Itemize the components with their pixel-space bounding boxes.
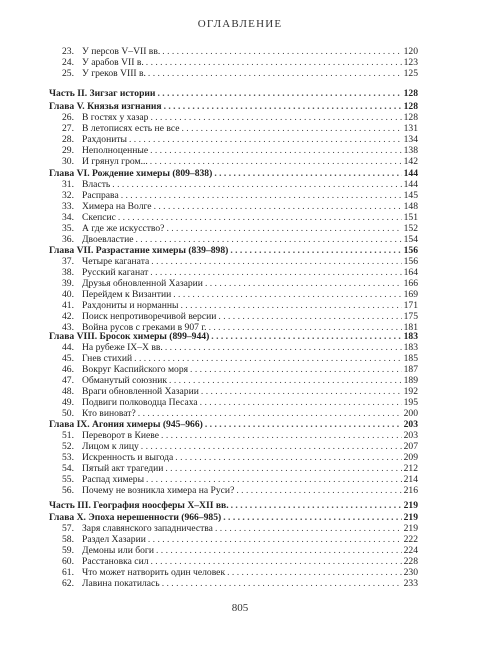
toc-entry-title: Что может натворить один человек (82, 567, 226, 578)
toc-entry (62, 289, 418, 300)
dot-leader (175, 452, 401, 463)
dot-leader (180, 300, 401, 311)
toc-entry-page: 192 (403, 386, 418, 397)
toc-entry-page: 189 (403, 375, 418, 386)
toc-entry-title: Обманутый союзник (82, 375, 168, 386)
toc-entry-number: 40. (62, 289, 74, 300)
dot-leader (201, 386, 402, 397)
toc-entry-number: 32. (62, 190, 74, 201)
toc-entry (62, 523, 418, 534)
toc-entry-title: Глава IX. Агония химеры (945–966) (49, 419, 203, 430)
toc-entry-page: 183 (403, 331, 418, 342)
toc-entry (62, 534, 418, 545)
toc-entry-number: 42. (62, 311, 74, 322)
toc-entry-title: А где же искусство? (82, 223, 165, 234)
toc-entry-page: 128 (403, 88, 418, 99)
toc-entry-number: 41. (62, 300, 74, 311)
toc-entry (62, 441, 418, 452)
dot-leader (118, 212, 402, 223)
toc-entry (62, 463, 418, 474)
dot-leader (215, 523, 402, 534)
toc-chapter-heading (49, 419, 418, 430)
dot-leader (150, 267, 401, 278)
dot-leader (231, 500, 402, 511)
toc-entry (62, 556, 418, 567)
dot-leader (230, 245, 401, 256)
toc-entry-title: Четыре каганата (82, 256, 150, 267)
toc-entry-title: Русский каганат (82, 267, 149, 278)
toc-entry-number: 61. (62, 567, 74, 578)
toc-entry-page: 200 (403, 408, 418, 419)
dot-leader (150, 156, 402, 167)
toc-entry-title: Расправа (82, 190, 119, 201)
page-number: 805 (231, 602, 249, 614)
toc-entry-number: 55. (62, 474, 74, 485)
toc-entry-number: 39. (62, 278, 74, 289)
toc-entry-number: 45. (62, 353, 74, 364)
toc-entry-page: 195 (403, 397, 418, 408)
toc-entry-title: Лавина покатилась (82, 578, 160, 589)
toc-entry (62, 134, 418, 145)
toc-entry-number: 60. (62, 556, 74, 567)
toc-entry-page: 131 (403, 123, 418, 134)
dot-leader (157, 88, 401, 99)
dot-leader (112, 179, 401, 190)
toc-entry-title: Раздел Хазарии (82, 534, 146, 545)
toc-entry-title: Рахдониты (82, 134, 127, 145)
toc-entry (62, 267, 418, 278)
toc-entry-title: Часть III. География ноосферы X–XII вв. (49, 500, 229, 511)
toc-entry-number: 28. (62, 134, 74, 145)
toc-entry-title: Часть II. Зигзаг истории (49, 88, 156, 99)
toc-entry-page: 128 (403, 112, 418, 123)
toc-entry-title: Пятый акт трагедии (82, 463, 164, 474)
toc-entry-page: 125 (403, 68, 418, 79)
toc-entry-page: 209 (403, 452, 418, 463)
dot-leader (162, 46, 401, 57)
toc-entry-number: 24. (62, 57, 74, 68)
dot-leader (138, 408, 402, 419)
toc-entry-number: 59. (62, 545, 74, 556)
toc-entry-page: 214 (403, 474, 418, 485)
toc-entry (62, 485, 418, 496)
toc-entry-title: У греков VIII в. (82, 68, 146, 79)
toc-entry-title: Война русов с греками в 907 г. (82, 322, 207, 333)
toc-entry-page: 144 (403, 179, 418, 190)
toc-entry-title: Двоевластие (82, 234, 134, 245)
toc-entry-title: У арабов VII в. (82, 57, 144, 68)
toc-entry-page: 152 (403, 223, 418, 234)
dot-leader (134, 353, 401, 364)
toc-entry-page: 128 (403, 101, 418, 112)
toc-entry (62, 278, 418, 289)
toc-entry-title: Искренность и выгода (82, 452, 174, 463)
toc-entry-number: 23. (62, 46, 74, 57)
toc-entry-number: 53. (62, 452, 74, 463)
toc-entry-title: Глава VII. Разрастание химеры (839–898) (49, 245, 229, 256)
toc-entry-page: 187 (403, 364, 418, 375)
toc-entry-title: Скепсис (82, 212, 116, 223)
toc-entry-number: 48. (62, 386, 74, 397)
toc-entry (62, 190, 418, 201)
toc-entry (62, 256, 418, 267)
page-header: ОГЛАВЛЕНИЕ (197, 18, 283, 30)
toc-chapter-heading (49, 245, 418, 256)
toc-part-heading (49, 88, 418, 99)
toc-entry-number: 36. (62, 234, 74, 245)
dot-leader (165, 342, 402, 353)
dot-leader (166, 223, 401, 234)
dot-leader (135, 234, 401, 245)
toc-entry-page: 171 (403, 300, 418, 311)
toc-entry-page: 144 (403, 168, 418, 179)
dot-leader (165, 463, 401, 474)
toc-entry-page: 120 (403, 46, 418, 57)
toc-entry-title: Неполноценные (82, 145, 149, 156)
toc-entry-number: 38. (62, 267, 74, 278)
toc-entry-page: 175 (403, 311, 418, 322)
dot-leader (150, 145, 402, 156)
toc-entry-title: Власть (82, 179, 111, 190)
toc-entry-page: 156 (403, 245, 418, 256)
toc-entry-number: 43. (62, 322, 74, 333)
dot-leader (154, 201, 402, 212)
toc-entry-number: 56. (62, 485, 74, 496)
toc-entry (62, 452, 418, 463)
toc-chapter-heading (49, 168, 418, 179)
dot-leader (164, 101, 402, 112)
toc-entry-page: 145 (403, 190, 418, 201)
toc-entry-page: 181 (403, 322, 418, 333)
toc-entry (62, 300, 418, 311)
toc-entry (62, 212, 418, 223)
toc-entry-title: Демоны или боги (82, 545, 154, 556)
toc-entry-number: 46. (62, 364, 74, 375)
toc-entry-title: Лицом к лицу (82, 441, 139, 452)
toc-entry-title: Глава VI. Рождение химеры (809–838) (49, 168, 213, 179)
toc-entry-page: 142 (403, 156, 418, 167)
toc-chapter-heading (49, 512, 418, 523)
toc-entry (62, 123, 418, 134)
toc-entry-title: Почему не возникла химера на Руси? (82, 485, 235, 496)
toc-entry (62, 474, 418, 485)
toc-entry-number: 54. (62, 463, 74, 474)
toc-entry (62, 68, 418, 79)
toc-entry (62, 311, 418, 322)
toc-entry (62, 397, 418, 408)
toc-entry-number: 33. (62, 201, 74, 212)
toc-entry-page: 207 (403, 441, 418, 452)
toc-entry-title: Заря славянского западничества (82, 523, 213, 534)
toc-entry-number: 26. (62, 112, 74, 123)
toc-entry-page: 134 (403, 134, 418, 145)
toc-entry-page: 185 (403, 353, 418, 364)
dot-leader (205, 419, 402, 430)
toc-entry (62, 57, 418, 68)
toc-entry (62, 375, 418, 386)
toc-entry-title: Гнев стихий (82, 353, 133, 364)
dot-leader (205, 278, 402, 289)
toc-entry-title: Вокруг Каспийского моря (82, 364, 189, 375)
toc-entry-page: 166 (403, 278, 418, 289)
toc-entry (62, 46, 418, 57)
toc-entry (62, 179, 418, 190)
toc-entry-title: Враги обновленной Хазарии (82, 386, 199, 397)
toc-entry-number: 34. (62, 212, 74, 223)
dot-leader (214, 168, 401, 179)
toc-chapter-heading (49, 101, 418, 112)
toc-entry-page: 212 (403, 463, 418, 474)
toc-entry-title: Химера на Волге (82, 201, 152, 212)
dot-leader (150, 112, 401, 123)
dot-leader (173, 289, 401, 300)
toc-entry-title: В летописях есть не все (82, 123, 180, 134)
toc-entry (62, 223, 418, 234)
toc-entry-page: 123 (403, 57, 418, 68)
dot-leader (146, 57, 402, 68)
toc-entry-page: 138 (403, 145, 418, 156)
toc-entry (62, 353, 418, 364)
toc-entry-page: 183 (403, 342, 418, 353)
toc-entry-title: На рубеже IX–X вв. (82, 342, 163, 353)
dot-leader (151, 556, 402, 567)
toc-entry-page: 164 (403, 267, 418, 278)
toc-entry-number: 50. (62, 408, 74, 419)
dot-leader (211, 331, 401, 342)
dot-leader (218, 311, 401, 322)
toc-entry-title: В гостях у хазар (82, 112, 149, 123)
toc-entry-page: 219 (403, 523, 418, 534)
dot-leader (148, 68, 402, 79)
toc-entry (62, 201, 418, 212)
toc-entry (62, 567, 418, 578)
toc-entry-number: 58. (62, 534, 74, 545)
dot-leader (200, 397, 402, 408)
toc-entry-title: И грянул гром... (82, 156, 148, 167)
toc-entry-number: 57. (62, 523, 74, 534)
toc-entry-page: 233 (403, 578, 418, 589)
toc-chapter-heading (49, 331, 418, 342)
dot-leader (129, 134, 402, 145)
toc-entry-page: 228 (403, 556, 418, 567)
toc-entry-page: 151 (403, 212, 418, 223)
toc-entry (62, 145, 418, 156)
toc-entry (62, 578, 418, 589)
toc-entry-title: Распад химеры (82, 474, 145, 485)
toc-entry-title: Глава VIII. Бросок химеры (899–944) (49, 331, 210, 342)
toc-entry (62, 364, 418, 375)
dot-leader (227, 567, 402, 578)
toc-entry (62, 408, 418, 419)
toc-entry-page: 222 (403, 534, 418, 545)
toc-entry (62, 156, 418, 167)
toc-entry-page: 169 (403, 289, 418, 300)
toc-entry (62, 234, 418, 245)
toc-entry-number: 47. (62, 375, 74, 386)
toc-entry-page: 224 (403, 545, 418, 556)
toc-entry-title: Друзья обновленной Хазарии (82, 278, 203, 289)
toc-entry-page: 216 (403, 485, 418, 496)
toc-entry-page: 148 (403, 201, 418, 212)
dot-leader (161, 430, 402, 441)
dot-leader (181, 123, 401, 134)
dot-leader (151, 256, 401, 267)
toc-entry-number: 35. (62, 223, 74, 234)
toc-entry-number: 51. (62, 430, 74, 441)
dot-leader (162, 578, 402, 589)
toc-part-heading (49, 500, 418, 511)
toc-entry-number: 62. (62, 578, 74, 589)
toc-entry (62, 430, 418, 441)
dot-leader (141, 441, 402, 452)
toc-entry-number: 30. (62, 156, 74, 167)
toc-entry-title: Перейдем к Византии (82, 289, 172, 300)
toc-entry-title: Переворот в Киеве (82, 430, 160, 441)
toc-entry-title: Подвиги полководца Песаха (82, 397, 198, 408)
toc-entry-title: Глава X. Эпоха нерешенности (966–985) (49, 512, 222, 523)
toc-entry (62, 545, 418, 556)
toc-entry-title: Кто виноват? (82, 408, 136, 419)
toc-entry (62, 386, 418, 397)
toc-entry-number: 31. (62, 179, 74, 190)
dot-leader (190, 364, 402, 375)
dot-leader (121, 190, 402, 201)
toc-entry-title: У персов V–VII вв. (82, 46, 161, 57)
toc-entry-title: Глава V. Князья изгнания (49, 101, 162, 112)
dot-leader (146, 474, 402, 485)
toc-entry-number: 27. (62, 123, 74, 134)
dot-leader (156, 545, 402, 556)
toc-entry-number: 29. (62, 145, 74, 156)
toc-entry-page: 219 (403, 512, 418, 523)
toc-entry-page: 219 (403, 500, 418, 511)
toc-entry-number: 44. (62, 342, 74, 353)
dot-leader (169, 375, 402, 386)
toc-entry-page: 230 (403, 567, 418, 578)
toc-entry-title: Рахдониты и норманны (82, 300, 179, 311)
toc-entry-number: 25. (62, 68, 74, 79)
toc-entry-number: 49. (62, 397, 74, 408)
dot-leader (236, 485, 401, 496)
toc-entry-page: 154 (403, 234, 418, 245)
toc-entry-page: 203 (403, 430, 418, 441)
dot-leader (148, 534, 402, 545)
toc-entry (62, 112, 418, 123)
toc-entry-number: 52. (62, 441, 74, 452)
dot-leader (223, 512, 401, 523)
toc-entry (62, 342, 418, 353)
toc-entry-title: Расстановка сил (82, 556, 149, 567)
toc-entry-title: Поиск непротиворечивой версии (82, 311, 217, 322)
toc-entry-number: 37. (62, 256, 74, 267)
toc-entry-page: 156 (403, 256, 418, 267)
toc-entry-page: 203 (403, 419, 418, 430)
